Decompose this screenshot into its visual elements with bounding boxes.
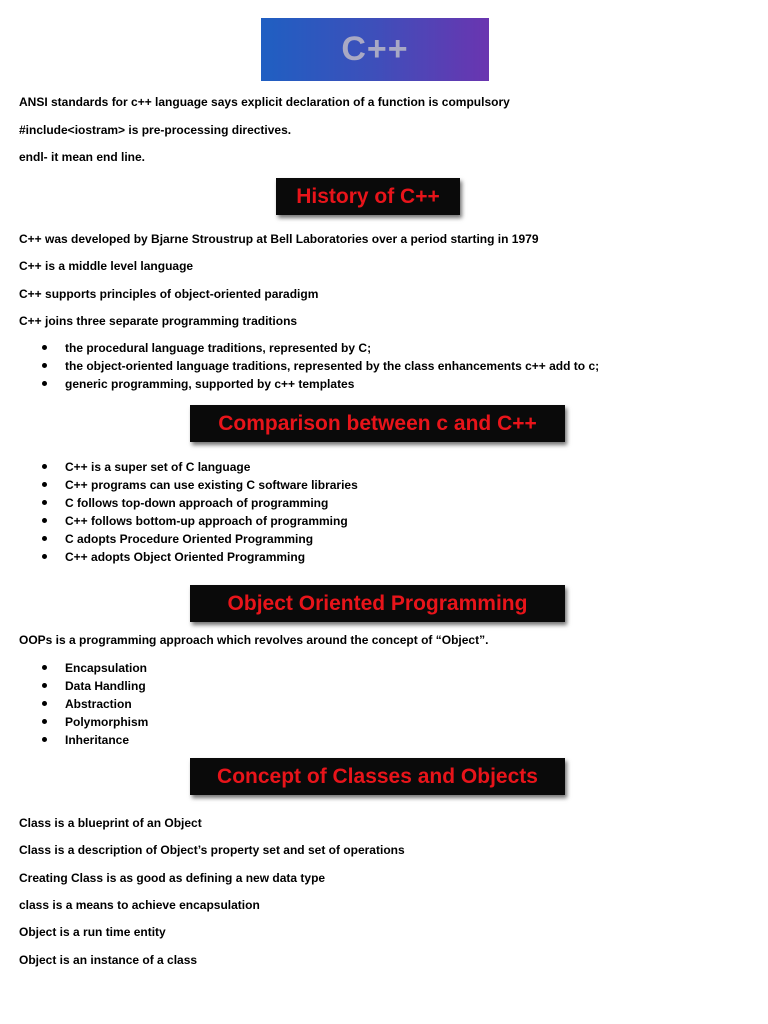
- bullet-icon: [42, 737, 47, 742]
- list-item: [40, 677, 148, 695]
- list-item-text: Data Handling: [65, 679, 146, 693]
- comparison-bullet-list: [40, 458, 358, 566]
- history-paragraph: C++ supports principles of object-oriented paradigm: [19, 287, 319, 301]
- classes-heading-banner: [190, 758, 565, 795]
- list-item: [40, 339, 599, 357]
- list-item: [40, 530, 358, 548]
- classes-paragraph: Class is a description of Object’s property set and set of operations: [19, 843, 405, 857]
- classes-paragraph: Class is a blueprint of an Object: [19, 816, 202, 830]
- bullet-icon: [42, 381, 47, 386]
- list-item: [40, 476, 358, 494]
- intro-line: endl- it mean end line.: [19, 150, 146, 164]
- oop-paragraph: OOPs is a programming approach which revolves around the concept of “Object”.: [19, 633, 489, 647]
- list-item: [40, 357, 599, 375]
- list-item: [40, 713, 148, 731]
- page-title: C++: [341, 30, 409, 68]
- list-item-text: C++ follows bottom-up approach of programming: [65, 514, 348, 528]
- bullet-icon: [42, 554, 47, 559]
- bullet-icon: [42, 363, 47, 368]
- classes-paragraph: class is a means to achieve encapsulation: [19, 898, 260, 912]
- list-item: [40, 512, 358, 530]
- list-item: [40, 659, 148, 677]
- history-paragraph: C++ joins three separate programming traditions: [19, 314, 298, 328]
- bullet-icon: [42, 464, 47, 469]
- intro-line: #include<iostram> is pre-processing directives.: [19, 123, 292, 137]
- history-paragraph: C++ was developed by Bjarne Stroustrup at Bell Laboratories over a period starting in 1979: [19, 232, 539, 246]
- list-item: [40, 548, 358, 566]
- classes-paragraph: Object is a run time entity: [19, 925, 166, 939]
- list-item-text: generic programming, supported by c++ templates: [65, 377, 355, 391]
- bullet-icon: [42, 683, 47, 688]
- list-item-text: C++ programs can use existing C software libraries: [65, 478, 358, 492]
- bullet-icon: [42, 518, 47, 523]
- bullet-icon: [42, 701, 47, 706]
- list-item-text: the object-oriented language traditions, represented by the class enhancements c++ add to c;: [65, 359, 600, 373]
- history-paragraph: C++ is a middle level language: [19, 259, 194, 273]
- list-item: [40, 494, 358, 512]
- comparison-heading-banner: [190, 405, 565, 442]
- bullet-icon: [42, 345, 47, 350]
- list-item-text: the procedural language traditions, represented by C;: [65, 341, 372, 355]
- list-item-text: Inheritance: [65, 733, 130, 747]
- list-item-text: C++ is a super set of C language: [65, 460, 251, 474]
- list-item: [40, 731, 148, 749]
- bullet-icon: [42, 500, 47, 505]
- bullet-icon: [42, 482, 47, 487]
- oop-bullet-list: [40, 659, 148, 749]
- history-bullet-list: [40, 339, 599, 393]
- oop-heading: Object Oriented Programming: [227, 591, 528, 615]
- classes-paragraph: Creating Class is as good as defining a new data type: [19, 871, 326, 885]
- intro-line: ANSI standards for c++ language says explicit declaration of a function is compulsory: [19, 95, 510, 109]
- oop-heading-banner: [190, 585, 565, 622]
- bullet-icon: [42, 536, 47, 541]
- list-item-text: Abstraction: [65, 697, 132, 711]
- title-banner: [261, 18, 489, 81]
- list-item: [40, 458, 358, 476]
- list-item-text: Encapsulation: [65, 661, 148, 675]
- bullet-icon: [42, 719, 47, 724]
- classes-paragraph: Object is an instance of a class: [19, 953, 198, 967]
- history-heading-banner: [276, 178, 460, 215]
- list-item: [40, 375, 599, 393]
- list-item-text: Polymorphism: [65, 715, 149, 729]
- list-item-text: C follows top-down approach of programming: [65, 496, 329, 510]
- list-item-text: C++ adopts Object Oriented Programming: [65, 550, 306, 564]
- bullet-icon: [42, 665, 47, 670]
- list-item: [40, 695, 148, 713]
- comparison-heading: Comparison between c and C++: [218, 411, 537, 435]
- history-heading: History of C++: [296, 184, 440, 208]
- list-item-text: C adopts Procedure Oriented Programming: [65, 532, 314, 546]
- classes-heading: Concept of Classes and Objects: [217, 764, 538, 788]
